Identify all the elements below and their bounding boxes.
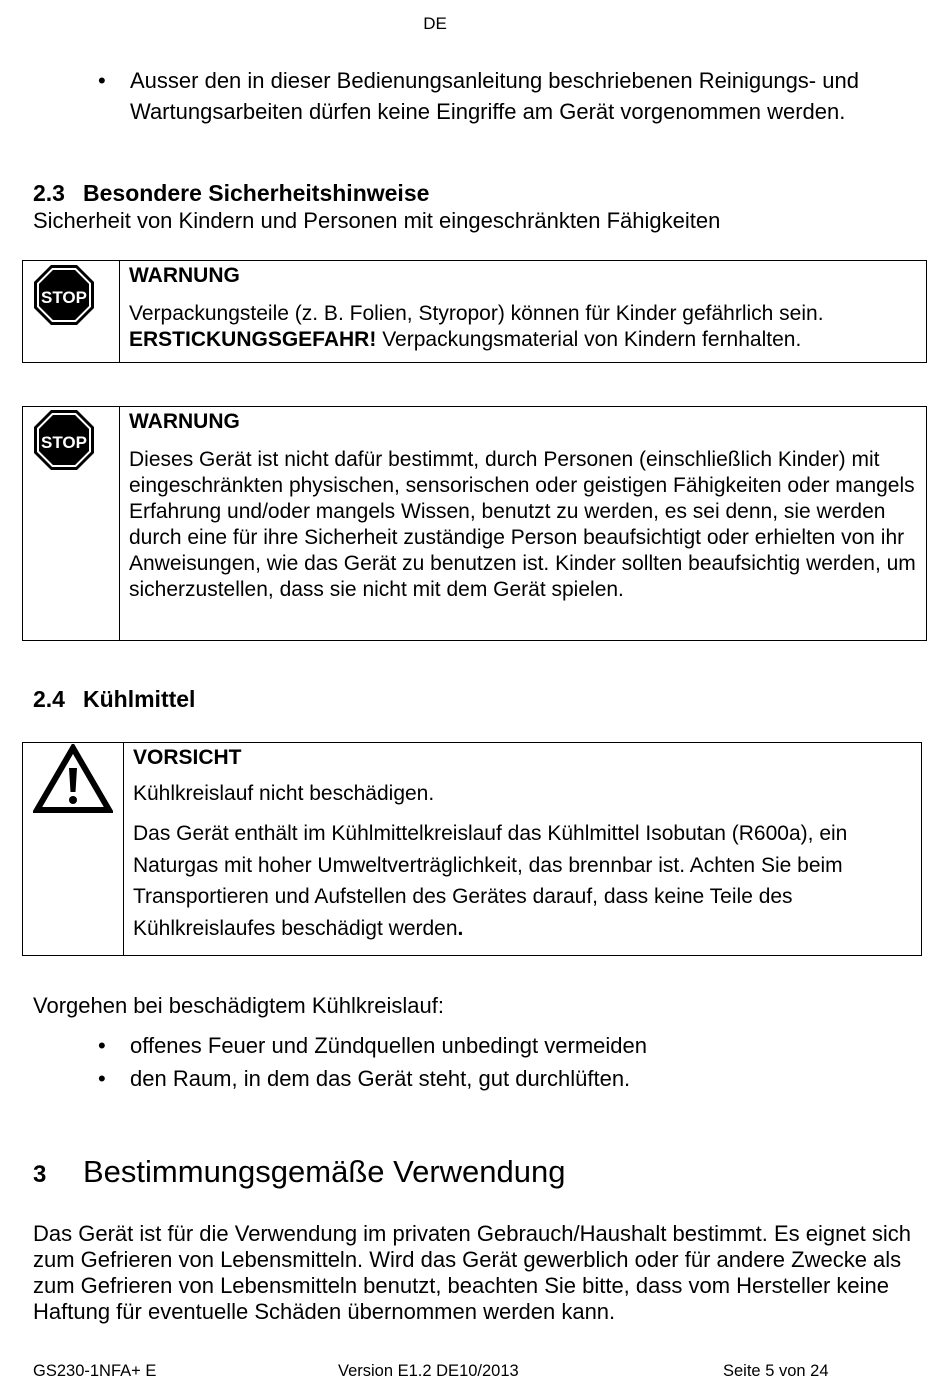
warning-text: Dieses Gerät ist nicht dafür bestimmt, durch Personen (einschließlich Kinder) mit eingeschränkten physischen, sensorischen oder geistigen Fähigkeiten oder mangels Erfahrung und/oder mangels Wissen, benutzt zu werden, es sei denn, sie werden durch eine für ihre Sicherheit zuständige Person beaufsichtigt oder erhielten von ihr Anweisungen, wie das Gerät zu benutzen ist. Kinder sollten beaufsichtig werden, um sicherzustellen, dass sie nicht mit dem Gerät spielen.	[129, 448, 916, 601]
procedure-intro: Vorgehen bei beschädigtem Kühlkreislauf:	[33, 993, 444, 1018]
bullet-icon: •	[98, 68, 106, 93]
stop-sign-label: STOP	[41, 288, 87, 307]
section-number: 3	[33, 1161, 47, 1188]
bullet-icon: •	[98, 1033, 106, 1058]
section-number: 2.3	[33, 180, 65, 206]
caution-title: VORSICHT	[133, 746, 242, 769]
section-heading-3	[33, 1154, 565, 1190]
warning-box-packaging	[22, 260, 927, 363]
stop-sign-icon	[32, 263, 96, 327]
caution-text-main: Das Gerät enthält im Kühlmittelkreislauf das Kühlmittel Isobutan (R600a), ein Naturgas mit hoher Umweltverträglichkeit, das brennbar ist. Achten Sie beim Transportieren und Aufstellen des Gerätes darauf, dass keine Teile des Kühlkreislaufes beschädigt werden	[133, 822, 848, 940]
warning-icon-cell	[23, 261, 120, 362]
procedure-bullet-text: den Raum, in dem das Gerät steht, gut durchlüften.	[130, 1066, 631, 1091]
warning-text-after: Verpackungsmaterial von Kindern fernhalten.	[382, 328, 802, 351]
warning-emphasis: ERSTICKUNGSGEFAHR!	[129, 328, 377, 351]
warning-title: WARNUNG	[129, 410, 240, 433]
warning-box-persons	[22, 406, 927, 641]
warning-text-main: Verpackungsteile (z. B. Folien, Styropor) können für Kinder gefährlich sein.	[129, 302, 824, 325]
bullet-icon: •	[98, 1066, 106, 1091]
caution-icon-cell	[23, 743, 124, 955]
caution-text-end: .	[457, 916, 464, 940]
warning-icon-cell	[23, 407, 120, 640]
section-title: Kühlmittel	[83, 686, 196, 712]
caution-line1: Kühlkreislauf nicht beschädigen.	[133, 782, 435, 805]
section-subtitle: Sicherheit von Kindern und Personen mit eingeschränkten Fähigkeiten	[33, 208, 721, 233]
warning-triangle-icon	[33, 744, 113, 814]
section-3-text: Das Gerät ist für die Verwendung im privaten Gebrauch/Haushalt bestimmt. Es eignet sich zum Gefrieren von Lebensmitteln. Wird das Gerät gewerblich oder für andere Zwecke als zum Gefrieren von Lebensmitteln benutzt, beachten Sie bitte, dass vom Hersteller keine Haftung für eventuelle Schäden übernommen werden kann.	[33, 1221, 911, 1324]
warning-content	[129, 409, 920, 603]
section-heading-2-3	[33, 180, 429, 207]
section-title: Besondere Sicherheitshinweise	[83, 180, 430, 206]
footer-model: GS230-1NFA+ E	[33, 1362, 157, 1380]
section-number: 2.4	[33, 686, 65, 712]
caution-text	[133, 818, 915, 944]
procedure-bullet-text: offenes Feuer und Zündquellen unbedingt vermeiden	[130, 1033, 647, 1058]
stop-sign-label: STOP	[41, 433, 87, 452]
warning-text	[129, 301, 920, 353]
footer-page-number: Seite 5 von 24	[723, 1362, 829, 1380]
section-heading-2-4	[33, 686, 195, 713]
footer-version: Version E1.2 DE10/2013	[338, 1362, 519, 1380]
warning-content	[129, 263, 920, 353]
caution-content	[133, 745, 915, 944]
stop-sign-icon	[32, 408, 96, 472]
caution-box-refrigerant	[22, 742, 922, 956]
section-title: Bestimmungsgemäße Verwendung	[83, 1154, 566, 1189]
intro-bullet-text: Ausser den in dieser Bedienungsanleitung beschriebenen Reinigungs- und Wartungsarbeiten dürfen keine Eingriffe am Gerät vorgenommen werden.	[130, 68, 859, 124]
language-marker: DE	[423, 14, 447, 33]
warning-title: WARNUNG	[129, 264, 240, 287]
